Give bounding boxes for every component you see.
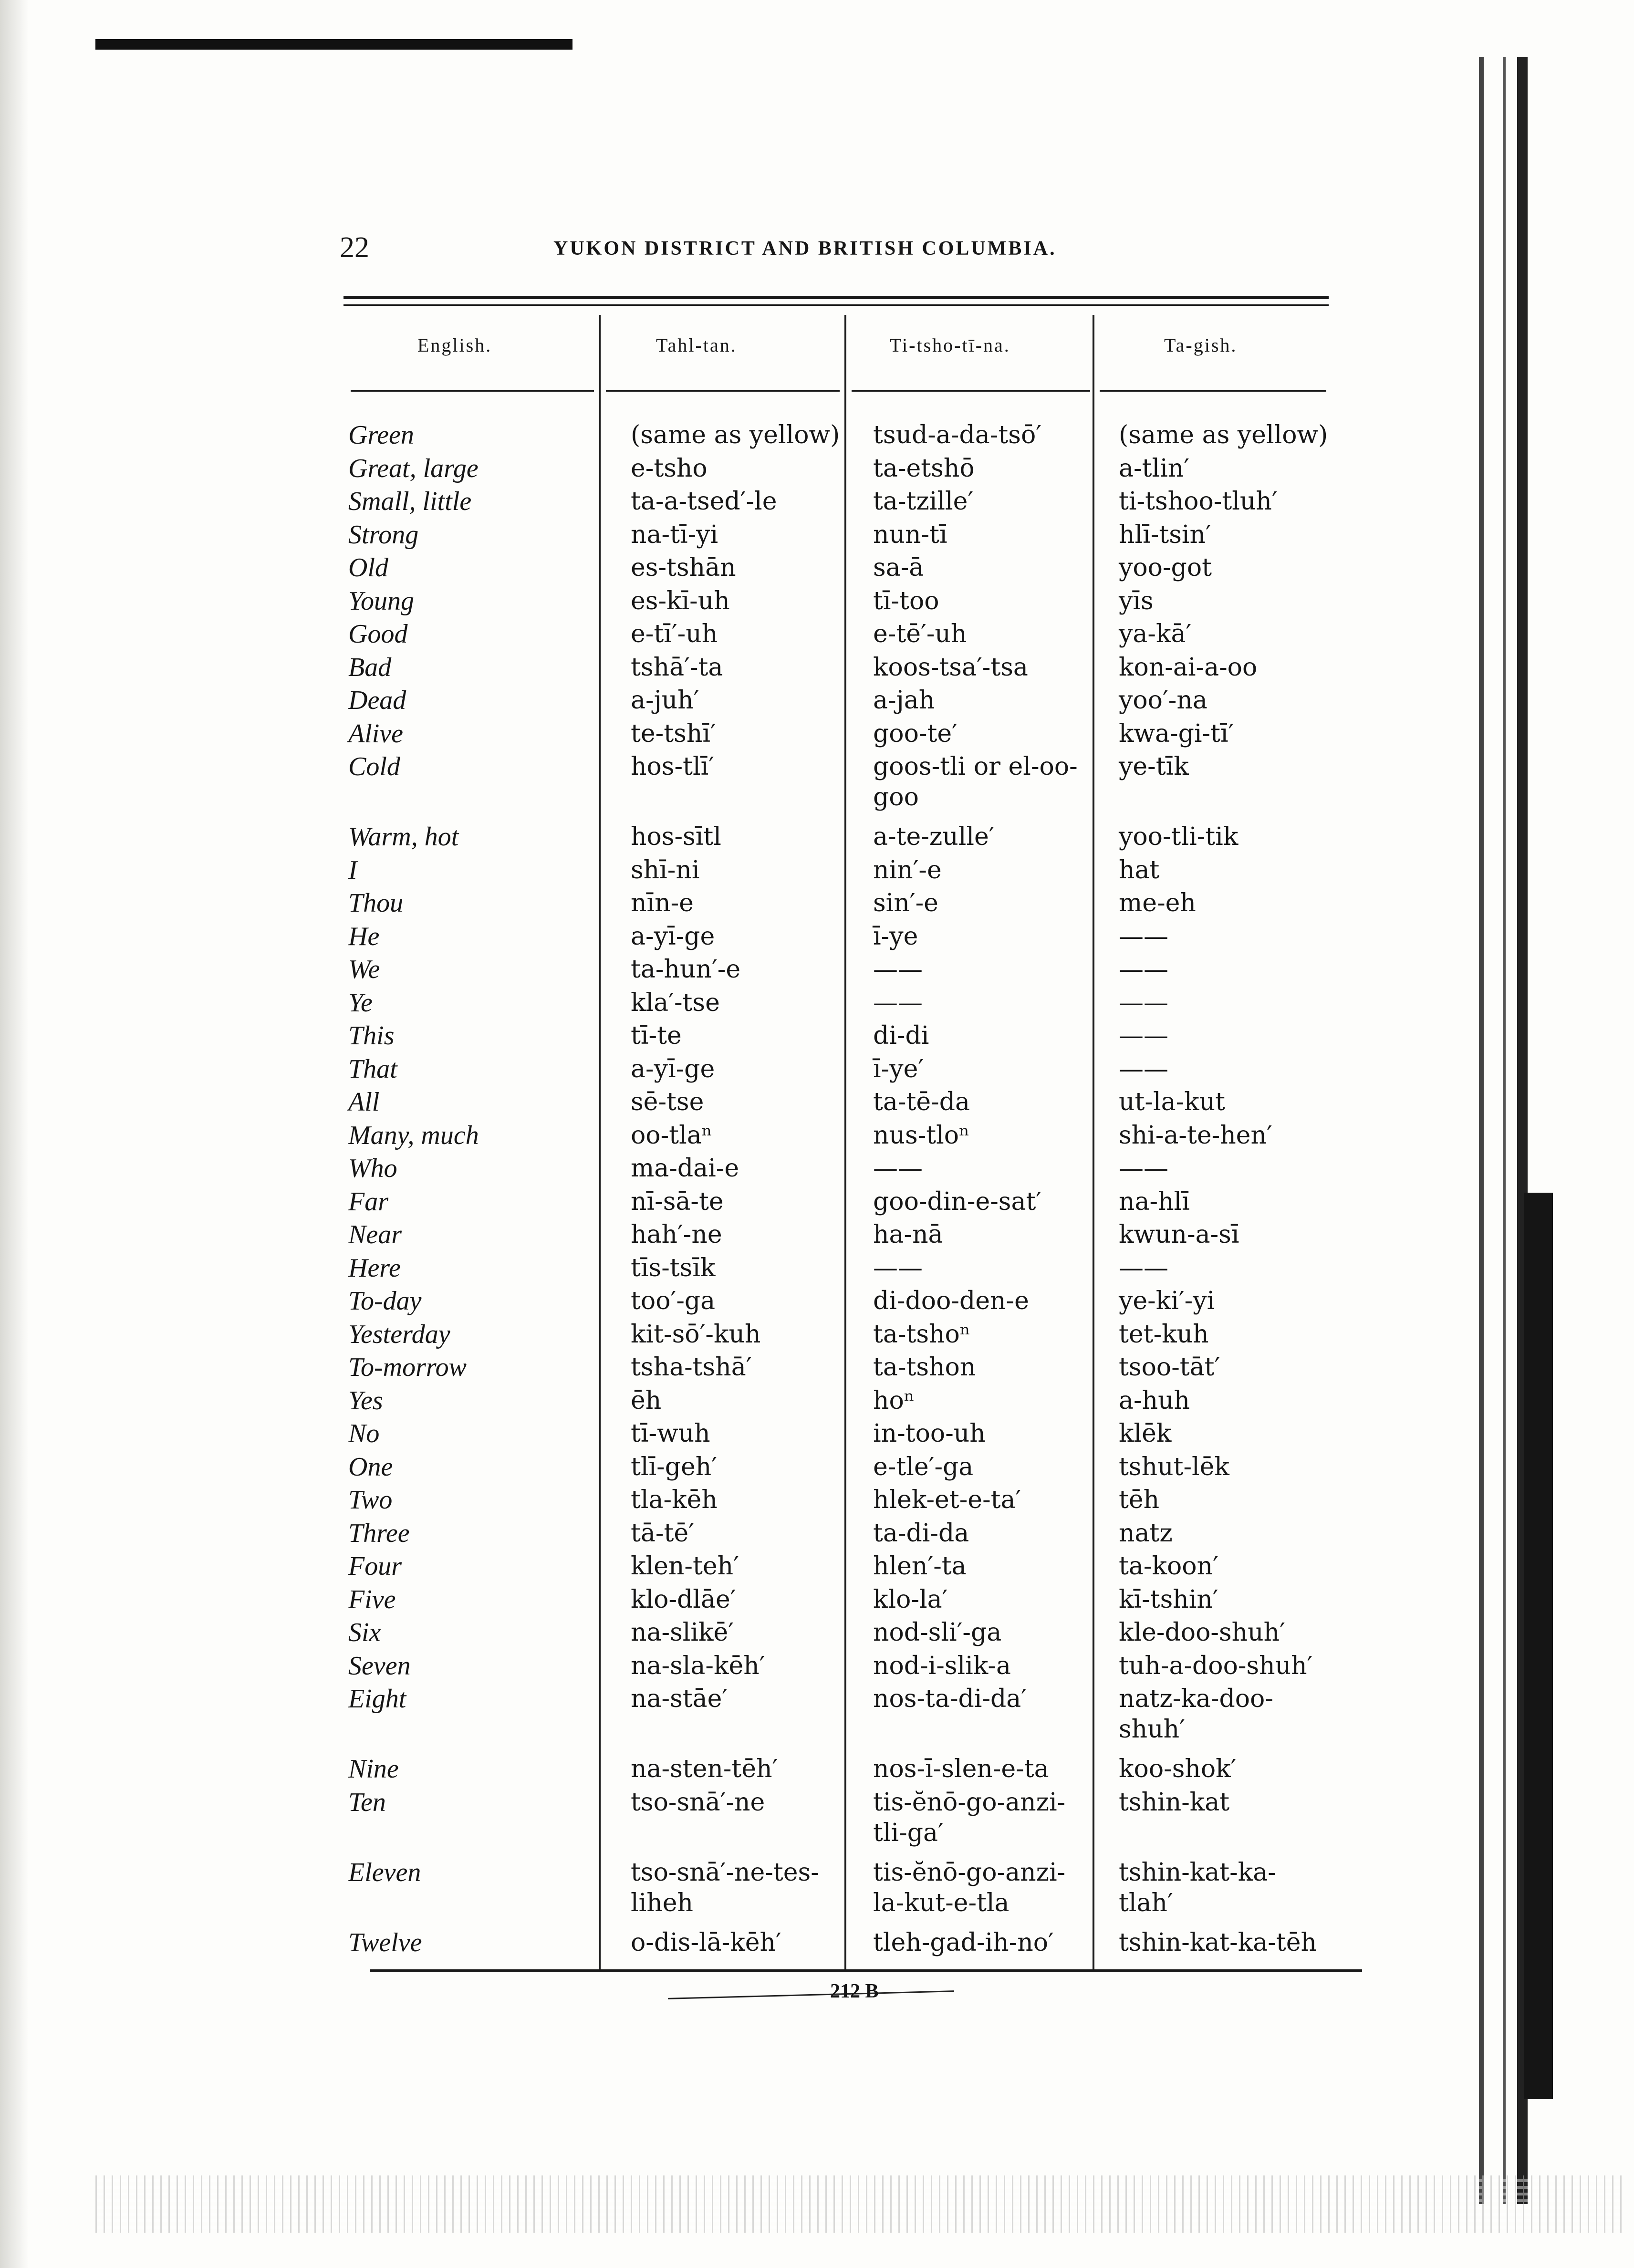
titshotina-cell: nus-tloⁿ (873, 1121, 970, 1150)
titshotina-cell: koos-tsa′-tsa (873, 653, 1028, 682)
english-cell: Here (348, 1253, 401, 1283)
tahltan-cell: (same as yellow) (631, 421, 840, 449)
english-cell: Bad (348, 652, 392, 682)
titshotina-cell: ta-tshoⁿ (873, 1320, 971, 1349)
table-row (0, 420, 1634, 453)
tahltan-cell: hos-sītl (631, 822, 721, 851)
tagish-cell: ya-kā′ (1119, 620, 1192, 648)
english-cell: Near (348, 1220, 402, 1249)
tagish-cell: tshin-kat-ka-tēh (1119, 1928, 1317, 1957)
english-cell: We (348, 955, 380, 984)
tahltan-cell: oo-tlaⁿ (631, 1121, 713, 1150)
tagish-cell: —— (1119, 988, 1168, 1017)
english-cell: Yes (348, 1385, 383, 1415)
titshotina-cell: goo-te′ (873, 719, 958, 748)
titshotina-cell: sa-ā (873, 553, 924, 582)
table-row (0, 1787, 1634, 1847)
tagish-cell: hat (1119, 855, 1160, 884)
titshotina-cell: tsud-a-da-tsō′ (873, 421, 1042, 449)
table-row (0, 1352, 1634, 1385)
english-cell: Warm, hot (348, 822, 459, 852)
column-header-tagish: Ta-gish. (1164, 334, 1238, 356)
tagish-cell: na-hlī (1119, 1187, 1190, 1216)
titshotina-cell: nod-i-slik-a (873, 1651, 1011, 1680)
english-cell: Who (348, 1154, 397, 1183)
titshotina-cell: ta-di-da (873, 1519, 969, 1548)
titshotina-cell: ta-etshō (873, 454, 975, 483)
table-row (0, 1684, 1634, 1744)
english-cell: Young (348, 586, 415, 616)
table-row (0, 486, 1634, 520)
tahltan-cell: klen-teh′ (631, 1552, 739, 1581)
titshotina-cell: —— (873, 1253, 923, 1282)
tahltan-cell: ta-a-tsed′-le (631, 487, 777, 516)
table-row (0, 1857, 1634, 1917)
tahltan-cell: a-yī-ge (631, 1054, 715, 1083)
titshotina-cell: goo-din-e-sat′ (873, 1187, 1042, 1216)
running-title: YUKON DISTRICT AND BRITISH COLUMBIA. (553, 238, 1057, 260)
titshotina-cell: di-doo-den-e (873, 1287, 1029, 1315)
column-head-rule (852, 390, 1090, 392)
table-row (0, 520, 1634, 553)
tagish-cell: —— (1119, 955, 1168, 984)
column-header-titshotina: Ti-tsho-tī-na. (890, 334, 1010, 356)
tahltan-cell: tī-te (631, 1021, 682, 1050)
tagish-cell: (same as yellow) (1119, 421, 1328, 449)
english-cell: All (348, 1087, 380, 1117)
table-row (0, 1485, 1634, 1518)
tahltan-cell: ta-hun′-e (631, 955, 741, 984)
table-row (0, 453, 1634, 487)
english-cell: Five (348, 1584, 396, 1614)
tagish-cell: yoo′-na (1119, 686, 1207, 715)
tagish-cell: a-huh (1119, 1386, 1190, 1415)
titshotina-cell: nos-ī-slen-e-ta (873, 1755, 1049, 1783)
table-row (0, 954, 1634, 988)
table-row (0, 619, 1634, 652)
tagish-cell: yoo-got (1119, 553, 1212, 582)
scan-bar-top (95, 39, 572, 50)
tagish-cell: ye-ki′-yi (1119, 1287, 1215, 1315)
tagish-cell: —— (1119, 1253, 1168, 1282)
english-cell: Ye (348, 988, 373, 1018)
tahltan-cell: ma-dai-e (631, 1154, 739, 1183)
signature-mark-line (668, 1990, 954, 1999)
english-cell: Eleven (348, 1857, 421, 1887)
table-row (0, 1319, 1634, 1352)
table-row (0, 586, 1634, 619)
table-row (0, 1418, 1634, 1452)
titshotina-cell: tis-ĕnō-go-anzi- tli-ga′ (873, 1788, 1066, 1847)
titshotina-cell: —— (873, 988, 923, 1017)
table-row (0, 1087, 1634, 1120)
tahltan-cell: es-tshān (631, 553, 736, 582)
titshotina-cell: a-jah (873, 686, 935, 715)
english-cell: One (348, 1452, 393, 1482)
tagish-cell: ti-tshoo-tluh′ (1119, 487, 1278, 516)
english-cell: Far (348, 1186, 388, 1217)
tahltan-cell: tshā′-ta (631, 653, 723, 682)
header-rule (343, 304, 1329, 306)
page-number: 22 (340, 231, 369, 264)
tagish-cell: yīs (1119, 586, 1154, 615)
english-cell: Yesterday (348, 1319, 450, 1349)
tahltan-cell: sē-tse (631, 1088, 704, 1116)
english-cell: Three (348, 1518, 410, 1548)
tahltan-cell: e-tī′-uh (631, 620, 718, 648)
tagish-cell: tshin-kat-ka- tlah′ (1119, 1858, 1276, 1917)
tahltan-cell: shī-ni (631, 855, 700, 884)
tagish-cell: hlī-tsin′ (1119, 520, 1211, 549)
tahltan-cell: nī-sā-te (631, 1187, 724, 1216)
tagish-cell: koo-shok′ (1119, 1755, 1237, 1783)
tahltan-cell: tīs-tsīk (631, 1253, 716, 1282)
english-cell: Thou (348, 888, 404, 918)
titshotina-cell: nos-ta-di-da′ (873, 1685, 1027, 1713)
table-row (0, 921, 1634, 955)
titshotina-cell: hlek-et-e-ta′ (873, 1486, 1021, 1514)
table-row (0, 1153, 1634, 1186)
table-row (0, 1651, 1634, 1684)
table-row (0, 1452, 1634, 1485)
tagish-cell: kwun-a-sī (1119, 1220, 1239, 1249)
titshotina-cell: ī-ye′ (873, 1054, 924, 1083)
titshotina-cell: —— (873, 1154, 923, 1183)
tagish-cell: —— (1119, 1021, 1168, 1050)
table-row (0, 1584, 1634, 1618)
tagish-cell: natz-ka-doo- shuh′ (1119, 1685, 1273, 1744)
tagish-cell: shi-a-te-hen′ (1119, 1121, 1272, 1150)
english-cell: This (348, 1021, 395, 1051)
english-cell: He (348, 921, 380, 951)
tahltan-cell: es-kī-uh (631, 586, 730, 615)
table-row (0, 1120, 1634, 1154)
column-head-rule (1100, 390, 1326, 392)
tagish-cell: a-tlin′ (1119, 454, 1190, 483)
tahltan-cell: tā-tē′ (631, 1519, 694, 1548)
english-cell: Great, large (348, 453, 479, 483)
tagish-cell: tuh-a-doo-shuh′ (1119, 1651, 1313, 1680)
tahltan-cell: na-stāe′ (631, 1685, 728, 1713)
tagish-cell: kwa-gi-tī′ (1119, 719, 1234, 748)
titshotina-cell: tī-too (873, 586, 939, 615)
tagish-cell: tshut-lēk (1119, 1452, 1229, 1481)
english-cell: Dead (348, 686, 406, 715)
english-cell: Small, little (348, 487, 472, 516)
tagish-cell: —— (1119, 922, 1168, 951)
tahltan-cell: tso-snā′-ne (631, 1788, 765, 1817)
table-row (0, 1927, 1634, 1961)
english-cell: Eight (348, 1684, 406, 1714)
titshotina-cell: nin′-e (873, 855, 942, 884)
table-row (0, 718, 1634, 752)
english-cell: I (348, 855, 357, 885)
footer-rule (370, 1969, 1362, 1972)
titshotina-cell: —— (873, 955, 923, 984)
titshotina-cell: tis-ĕnō-go-anzi- la-kut-e-tla (873, 1858, 1066, 1917)
tagish-cell: tēh (1119, 1486, 1160, 1514)
tahltan-cell: klo-dlāe′ (631, 1585, 736, 1614)
table-row (0, 1286, 1634, 1319)
tahltan-cell: ēh (631, 1386, 662, 1415)
tahltan-cell: e-tsho (631, 454, 708, 483)
tahltan-cell: kit-sō′-kuh (631, 1320, 761, 1349)
tahltan-cell: na-slikē′ (631, 1618, 734, 1647)
column-head-rule (351, 390, 594, 392)
tagish-cell: —— (1119, 1154, 1168, 1183)
titshotina-cell: hlen′-ta (873, 1552, 967, 1581)
tahltan-cell: na-sten-tēh′ (631, 1755, 778, 1783)
table-row (0, 1551, 1634, 1584)
tagish-cell: ye-tīk (1119, 752, 1189, 781)
tagish-cell: —— (1119, 1054, 1168, 1083)
english-cell: No (348, 1419, 380, 1448)
column-head-rule (606, 390, 840, 392)
english-cell: Six (348, 1618, 381, 1647)
titshotina-cell: di-di (873, 1021, 929, 1050)
titshotina-cell: nun-tī (873, 520, 947, 549)
tahltan-cell: na-sla-kēh′ (631, 1651, 765, 1680)
table-row (0, 1617, 1634, 1651)
table-row (0, 1385, 1634, 1419)
table-row (0, 552, 1634, 586)
english-cell: Strong (348, 520, 419, 550)
tagish-cell: kon-ai-a-oo (1119, 653, 1258, 682)
tagish-cell: me-eh (1119, 889, 1196, 917)
english-cell: To-morrow (348, 1352, 467, 1382)
tahltan-cell: hah′-ne (631, 1220, 722, 1249)
tahltan-cell: tla-kēh (631, 1486, 718, 1514)
titshotina-cell: sin′-e (873, 889, 938, 917)
header-rule (343, 296, 1329, 299)
english-cell: Nine (348, 1754, 399, 1784)
titshotina-cell: klo-la′ (873, 1585, 948, 1614)
titshotina-cell: nod-sli′-ga (873, 1618, 1002, 1647)
english-cell: Cold (348, 752, 400, 781)
tagish-cell: ut-la-kut (1119, 1088, 1226, 1116)
table-row (0, 685, 1634, 718)
tahltan-cell: nīn-e (631, 889, 694, 917)
tahltan-cell: tī-wuh (631, 1419, 710, 1448)
english-cell: Seven (348, 1651, 411, 1681)
titshotina-cell: in-too-uh (873, 1419, 986, 1448)
tahltan-cell: na-tī-yi (631, 520, 718, 549)
table-row (0, 1186, 1634, 1220)
table-row (0, 1219, 1634, 1253)
tahltan-cell: a-yī-ge (631, 922, 715, 951)
tagish-cell: klēk (1119, 1419, 1172, 1448)
english-cell: Twelve (348, 1927, 422, 1957)
tagish-cell: kī-tshin′ (1119, 1585, 1218, 1614)
column-header-english: English. (417, 334, 492, 356)
english-cell: Alive (348, 718, 404, 749)
table-row (0, 1054, 1634, 1087)
table-row (0, 1518, 1634, 1551)
tagish-cell: natz (1119, 1519, 1173, 1548)
titshotina-cell: tleh-gad-ih-no′ (873, 1928, 1054, 1957)
titshotina-cell: a-te-zulle′ (873, 822, 995, 851)
tagish-cell: kle-doo-shuh′ (1119, 1618, 1285, 1647)
english-cell: Ten (348, 1787, 386, 1817)
tahltan-cell: tso-snā′-ne-tes- liheh (631, 1858, 819, 1917)
tagish-cell: yoo-tli-tik (1119, 822, 1239, 851)
tagish-cell: tshin-kat (1119, 1788, 1230, 1817)
tahltan-cell: kla′-tse (631, 988, 720, 1017)
tahltan-cell: a-juh′ (631, 686, 699, 715)
table-row (0, 988, 1634, 1021)
column-header-tahltan: Tahl-tan. (656, 334, 737, 356)
english-cell: To-day (348, 1286, 422, 1316)
english-cell: Green (348, 420, 414, 450)
titshotina-cell: e-tē′-uh (873, 620, 967, 648)
english-cell: Many, much (348, 1120, 479, 1150)
tahltan-cell: tlī-geh′ (631, 1452, 718, 1481)
tagish-cell: tet-kuh (1119, 1320, 1209, 1349)
titshotina-cell: hoⁿ (873, 1386, 915, 1415)
table-row (0, 1020, 1634, 1054)
table-row (0, 888, 1634, 921)
english-cell: That (348, 1054, 397, 1084)
signature-mark: 212 B (830, 1980, 879, 2002)
tahltan-cell: te-tshī′ (631, 719, 716, 748)
titshotina-cell: ta-tshon (873, 1353, 976, 1382)
english-cell: Good (348, 619, 408, 649)
english-cell: Four (348, 1551, 402, 1581)
table-row (0, 1253, 1634, 1286)
table-row (0, 855, 1634, 888)
english-cell: Old (348, 553, 388, 583)
scan-speckle-bottom (95, 2175, 1622, 2233)
table-row (0, 1754, 1634, 1787)
english-cell: Two (348, 1485, 393, 1515)
tahltan-cell: hos-tlī′ (631, 752, 715, 781)
tahltan-cell: tsha-tshā′ (631, 1353, 752, 1382)
table-row (0, 822, 1634, 855)
titshotina-cell: ta-tzille′ (873, 487, 974, 516)
titshotina-cell: goos-tli or el-oo- goo (873, 752, 1078, 811)
table-row (0, 652, 1634, 686)
tagish-cell: tsoo-tāt′ (1119, 1353, 1220, 1382)
titshotina-cell: ta-tē-da (873, 1088, 970, 1116)
titshotina-cell: ha-nā (873, 1220, 943, 1249)
tahltan-cell: too′-ga (631, 1287, 716, 1315)
table-row (0, 751, 1634, 811)
titshotina-cell: ī-ye (873, 922, 918, 951)
tahltan-cell: o-dis-lā-kēh′ (631, 1928, 781, 1957)
tagish-cell: ta-koon′ (1119, 1552, 1218, 1581)
titshotina-cell: e-tle′-ga (873, 1452, 974, 1481)
